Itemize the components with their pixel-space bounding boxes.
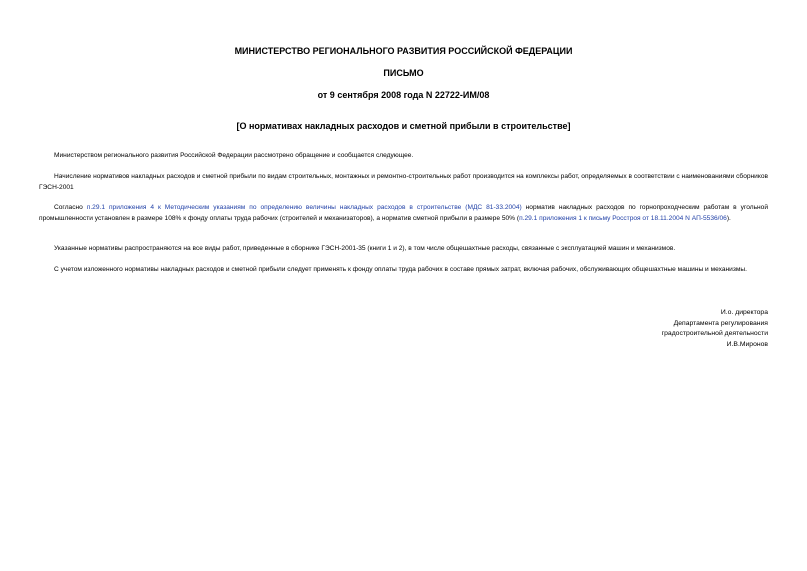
paragraph-3-text-end: ). xyxy=(726,214,731,222)
signatory-position: И.о. директора xyxy=(720,309,768,316)
body-paragraph-2: Начисление нормативов накладных расходов и сметной прибыли по видам строительных, монтажных и ремонтно-строительных работ производится на комплексы работ, определяемых в соответствии с наименованиями сборников ГЭСН-2001 xyxy=(39,173,768,191)
methodical-guidelines-link[interactable]: п.29.1 приложения 4 к Методическим указаниям по определению величины накладных расходов в строительстве (МДС 81-33.2004) xyxy=(86,204,522,211)
body-paragraph-3 xyxy=(39,203,768,224)
document-type-heading: ПИСЬМО xyxy=(383,68,424,78)
signatory-department-line-2: градостроительной деятельности xyxy=(661,330,768,337)
ministry-heading: МИНИСТЕРСТВО РЕГИОНАЛЬНОГО РАЗВИТИЯ РОССИЙСКОЙ ФЕДЕРАЦИИ xyxy=(234,46,573,56)
rosstroy-letter-link[interactable]: п.29.1 приложения 1 к письму Росстроя от 18.11.2004 N АП-5536/06 xyxy=(519,214,727,222)
signatory-name: И.В.Миронов xyxy=(726,340,768,348)
document-date-number: от 9 сентября 2008 года N 22722-ИМ/08 xyxy=(317,90,490,100)
paragraph-3-text-start: Согласно xyxy=(54,204,87,211)
document-title: [О нормативах накладных расходов и сметной прибыли в строительстве] xyxy=(236,121,571,131)
body-paragraph-1: Министерством регионального развития Российской Федерации рассмотрено обращение и сообщается следующее. xyxy=(54,152,414,159)
body-paragraph-5: С учетом изложенного нормативы накладных расходов и сметной прибыли следует применять к фонду оплаты труда рабочих в составе прямых затрат, включая рабочих, обслуживающих общешахтные машины и механизмы. xyxy=(54,266,747,273)
paragraph-3-text-middle: норматив накладных расходов по горнопроходческим работам в угольной промышленности установлен в размере 108% к фонду оплаты труда рабочих (строителей и механизаторов), а норматив сметной прибыли в размере 50% ( xyxy=(39,204,769,222)
signatory-department-line-1: Департамента регулирования xyxy=(673,319,768,327)
body-paragraph-4: Указанные нормативы распространяются на все виды работ, приведенные в сборнике ГЭСН-2001-35 (книги 1 и 2), в том числе общешахтные расходы, связанные с эксплуатацией машин и механизмов. xyxy=(54,245,676,252)
signature-block xyxy=(468,308,768,350)
